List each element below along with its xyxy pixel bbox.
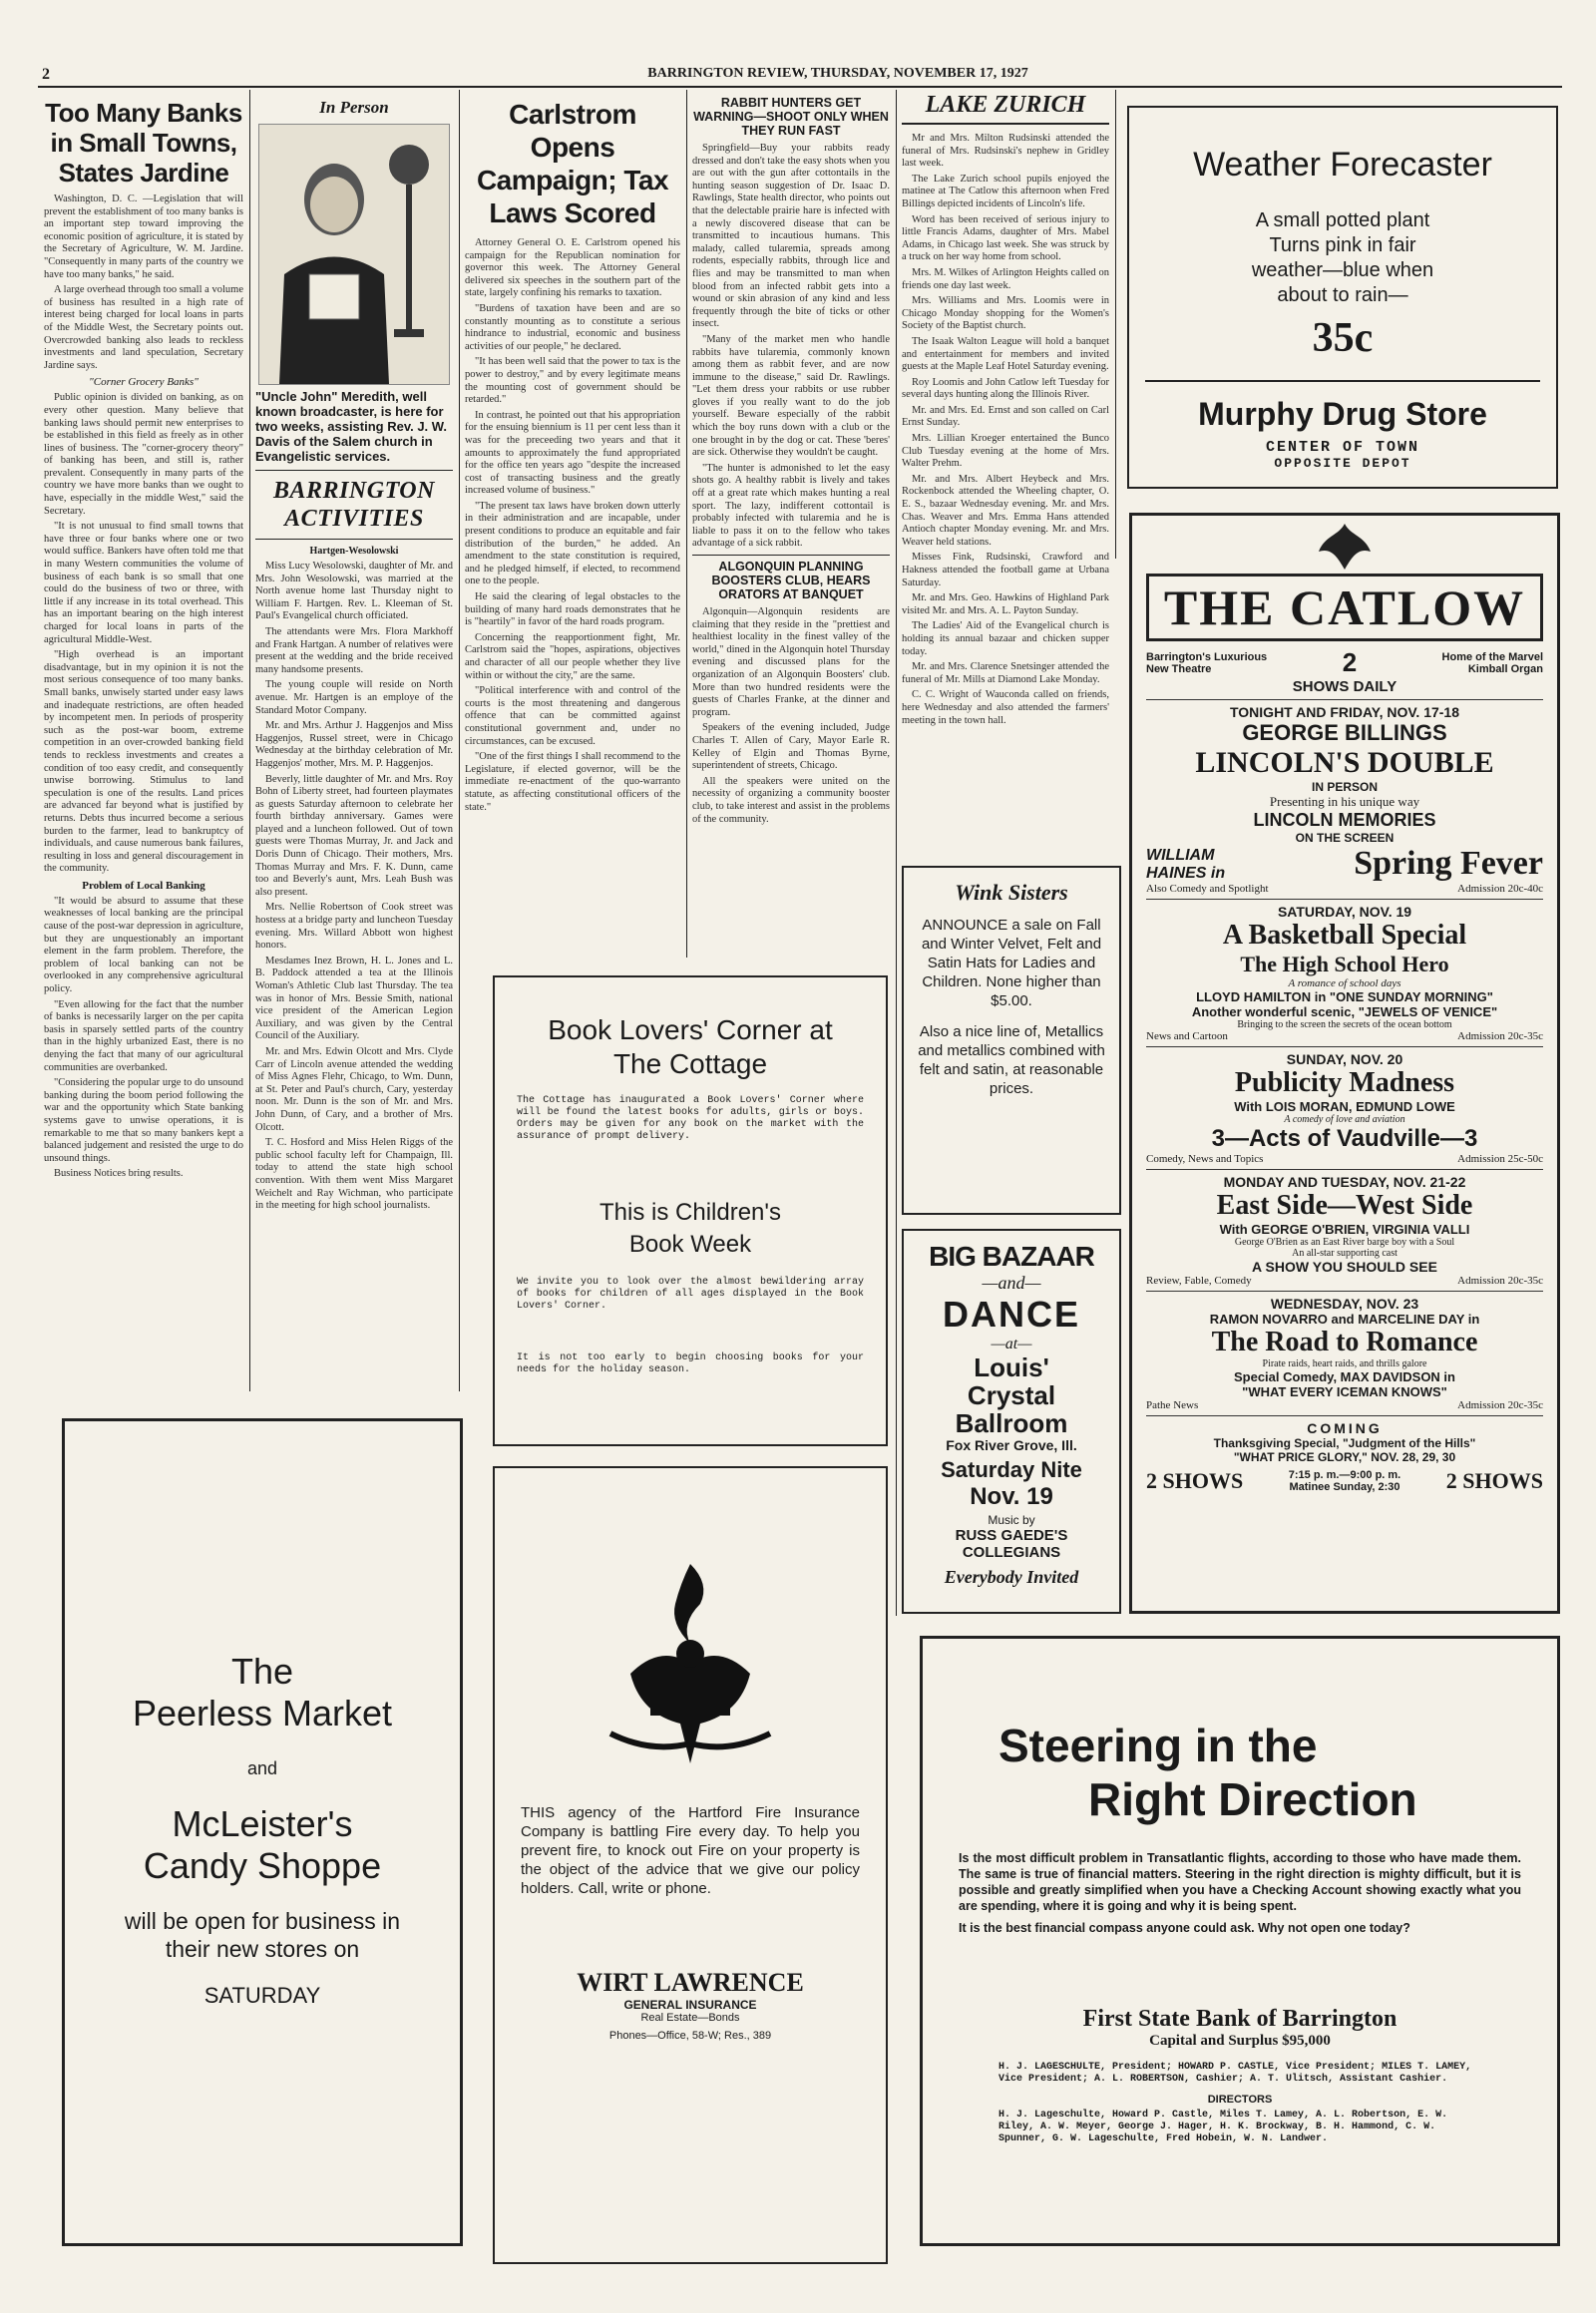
news-paragraph: Mrs. Lillian Kroeger entertained the Bunco Club Tuesday evening at the home of Mrs. Walter Prehm.: [902, 433, 1109, 470]
weather-store: Murphy Drug Store: [1198, 396, 1487, 432]
wirt-sub: GENERAL INSURANCE: [623, 1998, 757, 2012]
catlow-tagline: A comedy of love and aviation: [1284, 1114, 1405, 1125]
headline-carlstrom: Carlstrom Opens Campaign; Tax Laws Scored: [476, 99, 669, 228]
catlow-cast: With GEORGE O'BRIEN, VIRGINIA VALLI: [1219, 1222, 1470, 1237]
catlow-feature-title: East Side—West Side: [1216, 1190, 1473, 1221]
bazaar-date: Nov. 19: [970, 1483, 1053, 1510]
news-paragraph: Misses Fink, Rudsinski, Crawford and Hakness attended the football game at Urbana Saturday.: [902, 552, 1109, 588]
activity-paragraph: Miss Lucy Wesolowski, daughter of Mr. and Mrs. John Wesolowski, was married at the North avenue home last Thursday night to William F. Hartgen. Rev. L. Kleeman of St. Paul's Evangelical church officiated.: [255, 561, 453, 622]
catlow-coming: COMING: [1307, 1420, 1383, 1436]
catlow-extras: News and Cartoon: [1146, 1030, 1228, 1042]
wirt-phones: Phones—Office, 58-W; Res., 389: [608, 2030, 772, 2042]
catlow-feature-title: LINCOLN'S DOUBLE: [1195, 746, 1494, 779]
catlow-tagline: A romance of school days: [1288, 977, 1401, 989]
bank-officers: H. J. LAGESCHULTE, President; HOWARD P. CASTLE, Vice President; MILES T. LAMEY, Vice President; A. L. ROBERTSON, Cashier; A. T. Ulitsch, Assistant Cashier.: [998, 2062, 1472, 2085]
peerless-line: Peerless Market: [132, 1693, 393, 1734]
weather-title: Weather Forecaster: [1193, 146, 1492, 184]
weather-location1: CENTER OF TOWN: [1265, 439, 1420, 456]
news-paragraph: Word has been received of serious injury to little Francis Adams, daughter of Mrs. Mabel Adams, in Chicago last week. She was struck by a truck on her way home from school.: [902, 213, 1109, 263]
photo-meredith: [258, 124, 450, 385]
article-paragraph: "One of the first things I shall recommend to the Legislature, if elected governor, will be the immediate re-enactment of the quo-warranto statute, as affecting constitutional officers of the state.": [465, 751, 680, 813]
bank-directors-title: DIRECTORS: [1207, 2094, 1273, 2106]
catlow-tagline: Bringing to the screen the secrets of the ocean bottom: [1237, 1019, 1452, 1030]
catlow-cast: With LOIS MORAN, EDMUND LOWE: [1234, 1099, 1455, 1114]
catlow-times: 7:15 p. m.—9:00 p. m.: [1288, 1469, 1401, 1481]
weather-price: 35c: [1312, 315, 1374, 361]
peerless-and: and: [246, 1758, 278, 1778]
activities-title: BARRINGTON ACTIVITIES: [273, 478, 435, 532]
catlow-date: TONIGHT AND FRIDAY, NOV. 17-18: [1229, 704, 1460, 720]
wink-title: Wink Sisters: [955, 880, 1068, 905]
article-subhead: Problem of Local Banking: [82, 879, 205, 892]
book-title: Book Lovers' Corner at The Cottage: [548, 1014, 833, 1079]
catlow-times: Matinee Sunday, 2:30: [1289, 1481, 1400, 1493]
catlow-date: WEDNESDAY, NOV. 23: [1270, 1296, 1419, 1312]
activity-paragraph: Beverly, little daughter of Mr. and Mrs. Roy Bohn of Liberty street, had fourteen playmates as guests Saturday afternoon to celebrate her fourth birthday anniversary. Games were played and a luncheon followed. Out of town guests were Thomas Murray, Jr. and Jack and Doris Dunn of Chicago. Their mothers, Mrs. Thomas Murray and Mrs. F. K. Dunn, came too and Beverly's aunt, Mrs. Leah Bush was also present.: [255, 773, 453, 898]
portrait-illustration: [259, 125, 449, 384]
activity-paragraph: Mrs. Nellie Robertson of Cook street was hostess at a bridge party and luncheon Tuesday evening. Mrs. Willard Abbott won highest honors.: [255, 902, 454, 952]
bank-capital: Capital and Surplus $95,000: [1149, 2033, 1331, 2049]
catlow-star: GEORGE BILLINGS: [1242, 720, 1447, 745]
catlow-in-person: IN PERSON: [1311, 780, 1378, 794]
peerless-line: will be open for business in their new stores on: [124, 1908, 401, 1962]
article-paragraph: Public opinion is divided on banking, as on every other question. Many believe that banking laws should permit new enterprises to be established in this field as freely as in other lines of business. The "corner-grocery theory" of banking has been, and still is, rather prevalent. Consequently in many parts of the country we have more banks than we ought to have, especially in the middle West," said the Secretary.: [44, 392, 243, 517]
wirt-sub: Real Estate—Bonds: [640, 2012, 740, 2024]
column-rabbit: [692, 96, 890, 829]
catlow-short: Another wonderful scenic, "JEWELS OF VENICE": [1191, 1004, 1498, 1019]
bazaar-at: —at—: [991, 1336, 1032, 1352]
activity-paragraph: The attendants were Mrs. Flora Markhoff and Frank Hartgan. A number of relatives were present at the wedding and the bride received many handsome presents.: [255, 625, 453, 675]
header-rule: [38, 86, 1562, 88]
catlow-admission: Admission 20c-35c: [1457, 1399, 1543, 1411]
catlow-extras: Also Comedy and Spotlight: [1146, 883, 1269, 895]
article-paragraph: "High overhead is an important disadvantage, but in my opinion it is not the most serious consequence of too many banks. Small banks, unwisely started under easy laws and inadequate restrictions, are often headed by incompetent men. In periods of prosperity such as the post-war boom, extreme competition in an over-crowded banking field tends to reckless investments and creates a condition of too easy credit, and consequently unwise borrowing. Stimulus to land speculation is one of the results. Land prices are advanced far beyond what is justified by returns. Debts thus incurred become a serious burden to the farmer, lead to bankruptcy of individuals, and cause numerous bank failures, resulting in loss and general discouragement in the community.: [44, 649, 243, 875]
article-paragraph: "Burdens of taxation have been and are so constantly mounting as to constitute a serious hindrance to industrial, economic and business activities of our people," he declared.: [465, 302, 680, 352]
headline-lake-zurich: LAKE ZURICH: [902, 92, 1109, 125]
bank-headline: Right Direction: [1088, 1773, 1417, 1825]
bazaar-band: COLLEGIANS: [962, 1544, 1061, 1561]
book-lovers-ad: [493, 975, 888, 1446]
headline-algonquin: ALGONQUIN PLANNING BOOSTERS CLUB, HEARS ORATORS AT BANQUET: [711, 560, 871, 601]
bazaar-title: BIG BAZAAR: [929, 1241, 1094, 1272]
wirt-name: WIRT LAWRENCE: [577, 1968, 804, 1997]
ornament-icon: [1315, 522, 1375, 572]
in-person-label: In Person: [319, 98, 389, 117]
wink-body2: Also a nice line of, Metallics and metallics combined with felt and satin, at reasonable prices.: [918, 1023, 1105, 1097]
bank-body2: It is the best financial compass anyone could ask. Why not open one today?: [959, 1921, 1410, 1935]
wink-body: ANNOUNCE a sale on Fall and Winter Velvet, Felt and Satin Hats for Ladies and Children. None higher than $5.00.: [921, 917, 1102, 1009]
article-paragraph: "It is not unusual to find small towns that have three or four banks where one or two would suffice. Bankers have often told me that in many Western communities the volume of business of each bank is so small that one could do the business of two or three, with little if any increase in its total overhead. This has an important bearing on the high interest charged for local loans in parts of the agricultural Middle-West.: [44, 521, 243, 645]
bazaar-venue: Louis': [974, 1352, 1049, 1382]
wink-sisters-ad: [902, 866, 1121, 1215]
catlow-short: Special Comedy, MAX DAVIDSON in: [1233, 1369, 1455, 1384]
news-paragraph: Mrs. Williams and Mrs. Loomis were in Chicago Monday shopping for the Women's Society of the Baptist church.: [902, 295, 1109, 332]
article-paragraph: "It has been well said that the power to tax is the power to destroy," and by every legitimate means the mounting cost of government should be retarded.": [465, 356, 680, 406]
catlow-fever: Spring Fever: [1354, 845, 1543, 882]
article-paragraph: Washington, D. C. —Legislation that will prevent the establishment of too many banks is an important step toward improving the economic position of agriculture, it is stated by the Secretary of Agriculture, W. M. Jardine. "Consequently in many parts of the country we have too many banks," he said.: [44, 193, 243, 280]
catlow-tagline: Pirate raids, heart raids, and thrills galore: [1262, 1358, 1427, 1369]
masthead: BARRINGTON REVIEW, THURSDAY, NOVEMBER 17, 1927: [647, 66, 1028, 81]
column-lake-zurich: [902, 92, 1109, 730]
catlow-admission: Admission 20c-35c: [1457, 1030, 1543, 1042]
catlow-admission: Admission 20c-35c: [1457, 1275, 1543, 1287]
wirt-body: THIS agency of the Hartford Fire Insurance Company is battling Fire every day. To help you prevent fire, to knock out Fire on your property is the object of the advice that we give our policy holders. Call, write or phone.: [521, 1804, 860, 1897]
article-paragraph: "Many of the market men who handle rabbits have tularemia, commonly known among them as rabbit fever, and are now immune to the disease," said Dr. Rawlings. "Let them dress your rabbits or use rubber gloves if you really want to do the job yourself. Beware especially of the rabbit which the boy runs down with a club or the one brought in by the dog or cat. These 'beres' are sick. Otherwise they wouldn't be caught.: [692, 333, 890, 459]
news-paragraph: Mr. and Mrs. Albert Heybeck and Mrs. Rockenbock attended the Wheeling chapter, O. E. S., bazaar Wednesday evening. Mr. and Mrs. Chas. Weaver and Mrs. Emma Hans attended Antioch chapter Monday evening. Mr. and Mrs. Weaver held stations.: [902, 473, 1109, 548]
book-week-title: This is Children's Book Week: [599, 1199, 781, 1258]
article-subhead: "Corner Grocery Banks": [89, 376, 199, 389]
catlow-admission: Admission 20c-40c: [1457, 883, 1543, 895]
catlow-date: SUNDAY, NOV. 20: [1286, 1051, 1403, 1067]
activity-paragraph: Mr. and Mrs. Arthur J. Haggenjos and Miss Haggenjos, Russel street, were in Chicago Wednesday at the birthday celebration of Mr. Haggenjos' mother, Mrs. M. P. Haggenjos.: [255, 720, 453, 769]
catlow-theatre-ad: [1129, 513, 1560, 1614]
firefighter-illustration: [591, 1554, 790, 1773]
news-paragraph: C. C. Wright of Wauconda called on friends, here Wednesday and also attended the farmers' meeting in the town hall.: [902, 689, 1109, 726]
catlow-coming-item: "WHAT PRICE GLORY," NOV. 28, 29, 30: [1233, 1450, 1456, 1464]
catlow-tagline: George O'Brien as an East River barge boy with a Soul: [1234, 1237, 1455, 1248]
catlow-left-tag: Barrington's Luxurious New Theatre: [1146, 650, 1268, 675]
catlow-extras: Pathe News: [1146, 1399, 1199, 1411]
big-bazaar-ad: [902, 1229, 1121, 1614]
peerless-market-ad: [62, 1418, 463, 2246]
headline-rabbit: RABBIT HUNTERS GET WARNING—SHOOT ONLY WHEN THEY RUN FAST: [693, 96, 889, 138]
catlow-haines: WILLIAM HAINES in: [1146, 847, 1226, 882]
bank-directors: H. J. Lageschulte, Howard P. Castle, Miles T. Lamey, A. L. Robertson, E. W. Riley, A. W. Meyer, George J. Hager, H. K. Brockway, B. H. Hammond, C. W. Spunner, G. W. Lageschulte, Fred Hobein, W. N. Landwer.: [998, 2110, 1448, 2144]
bazaar-and: —and—: [982, 1273, 1041, 1293]
article-paragraph: Speakers of the evening included, Judge Charles T. Allen of Cary, Mayor Earle R. Kelley of Elgin and Thomas Byrne, superintendent of streets, Chicago.: [692, 722, 890, 772]
catlow-title: THE CATLOW: [1146, 574, 1543, 641]
article-paragraph: Business Notices bring results.: [54, 1168, 184, 1180]
catlow-shows-count: 2: [1342, 647, 1358, 677]
article-paragraph: Algonquin—Algonquin residents are claiming that they reside in the "prettiest and healthiest locality in the finest valley of the world," dined in the Algonquin hotel Thursday evening and discussed plans for the organization of an Algonquin Boosters' club. More than two hundred residents were the guests of Charles Franke, at the dinner and program.: [692, 606, 890, 718]
news-paragraph: Roy Loomis and John Catlow left Tuesday for several days hunting along the Illinois River.: [902, 376, 1109, 401]
catlow-short: "WHAT EVERY ICEMAN KNOWS": [1242, 1384, 1447, 1399]
catlow-on-screen: ON THE SCREEN: [1295, 831, 1395, 845]
catlow-two-shows: 2 SHOWS: [1146, 1468, 1244, 1493]
news-paragraph: The Ladies' Aid of the Evangelical church is holding its annual bazaar and chicken supper today.: [902, 620, 1109, 657]
news-paragraph: Mr. and Mrs. Ed. Ernst and son called on Carl Ernst Sunday.: [902, 404, 1109, 429]
weather-location2: OPPOSITE DEPOT: [1274, 456, 1411, 471]
peerless-line: McLeister's: [172, 1803, 353, 1844]
article-paragraph: Concerning the reapportionment fight, Mr. Carlstrom said the "hopes, aspirations, objectives and character of all our people whether they live within or without the city," are the same.: [465, 631, 680, 681]
first-state-bank-ad: [920, 1636, 1560, 2246]
peerless-line: SATURDAY: [203, 1983, 321, 2008]
weather-body: A small potted plant Turns pink in fair weather—blue when about to rain—: [1251, 209, 1434, 306]
catlow-extras: Comedy, News and Topics: [1146, 1153, 1264, 1165]
book-week-body: We invite you to look over the almost bewildering array of books for children of all ages displayed in the Book Lovers' Corner.: [517, 1277, 864, 1312]
weather-forecaster-ad: [1127, 106, 1558, 489]
bazaar-dance: DANCE: [942, 1294, 1080, 1335]
wirt-lawrence-ad: [493, 1466, 888, 2264]
catlow-feature-title: A Basketball Special: [1222, 920, 1467, 951]
bazaar-venue: Ballroom: [955, 1408, 1068, 1438]
bazaar-date: Saturday Nite: [941, 1457, 1082, 1482]
catlow-cast: RAMON NOVARRO and MARCELINE DAY in: [1209, 1312, 1480, 1327]
catlow-extras: Review, Fable, Comedy: [1146, 1275, 1252, 1287]
bazaar-invited: Everybody Invited: [944, 1567, 1079, 1587]
catlow-should-see: A SHOW YOU SHOULD SEE: [1252, 1259, 1437, 1275]
catlow-date: MONDAY AND TUESDAY, NOV. 21-22: [1223, 1174, 1466, 1190]
catlow-memories: LINCOLN MEMORIES: [1253, 810, 1436, 830]
article-paragraph: "It would be absurd to assume that these weaknesses of local banking are the principal cause of the post-war depression in agriculture, but they are unquestionably an important element in the farm problem. Therefore, the problem of local banking can not be overlooked in any comprehensive agricultural policy.: [44, 895, 243, 995]
article-paragraph: A large overhead through too small a volume of business has resulted in a high rate of interest being charged for local loans in parts of the Middle West, the Secretary points out. Overcrowded banking also leads to reckless investments and land speculation, Secretary Jardine says.: [44, 284, 243, 371]
article-paragraph: In contrast, he pointed out that his appropriation for the ensuing biennium is 11 per cent less than it was for the preceeding two years and that it amounts to approximately the fund appropriated for the office ten years ago "despite the increased cost of transacting business and the greatly increased volume of business.": [465, 409, 680, 497]
catlow-admission: Admission 25c-50c: [1457, 1153, 1543, 1165]
catlow-coming-item: Thanksgiving Special, "Judgment of the Hills": [1213, 1436, 1476, 1450]
catlow-presenting: Presenting in his unique way: [1269, 794, 1420, 809]
peerless-line: Candy Shoppe: [143, 1845, 382, 1886]
activities-subhead: Hartgen-Wesolowski: [309, 546, 399, 557]
bazaar-music: Music by: [988, 1513, 1035, 1527]
catlow-feature-title: The Road to Romance: [1211, 1327, 1478, 1357]
photo-caption: "Uncle John" Meredith, well known broadcaster, is here for two weeks, assisting Rev. J. W. Davis of the Salem church in Evangelistic services.: [255, 389, 447, 464]
column-activities: [255, 98, 453, 1216]
news-paragraph: Mrs. M. Wilkes of Arlington Heights called on friends one day last week.: [902, 266, 1109, 291]
headline-banks: Too Many Banks in Small Towns, States Jardine: [45, 98, 242, 188]
news-paragraph: Mr. and Mrs. Clarence Snetsinger attended the funeral of Mr. Mills at Diamond Lake Monday.: [902, 661, 1109, 685]
article-paragraph: "Considering the popular urge to do unsound banking during the boom period following the war and the opportunity which State banking systems gave to unwise operations, it is remarkable to me that so many bankers kept a balanced judgement and resisted the urge to do unsound things.: [44, 1077, 243, 1164]
page-number: 2: [42, 66, 50, 83]
catlow-feature-title: The High School Hero: [1240, 952, 1449, 976]
article-paragraph: Springfield—Buy your rabbits ready dressed and don't take the easy shots when you are out with the gun after cottontails in the hunting season suggestion of Dr. Isaac D. Rawlings, State health director, who points out that the delectable prairie hare is infected with a newly discovered disease that can be transmitted to incautious humans. This malady, called tularemia, spreads among rodents, especially rabbits, through lice and flies and may be transmitted to man when blood from an infected rabbit gets into a wound or skin abrasion of any kind and less frequently through the bite of ticks or other insect.: [692, 143, 890, 330]
catlow-shows-daily: SHOWS DAILY: [1292, 678, 1397, 695]
article-paragraph: "Political interference with and control of the courts is the most threatening and dangerous offence that can be committed against constitutional government and, under no circumstances, can be excused.: [465, 685, 680, 747]
column-carlstrom: [465, 98, 680, 817]
catlow-feature-title: Publicity Madness: [1234, 1067, 1455, 1098]
column-banks: [44, 98, 243, 1184]
news-paragraph: Mr and Mrs. Milton Rudsinski attended the funeral of Mrs. Rudsinski's nephew in Gridley last week.: [902, 133, 1109, 170]
article-paragraph: "The present tax laws have broken down utterly in their administration and are incapable, under present conditions to produce an equitable and fair distribution of the burden," he added. An amendment to the state constitution is required, and he pledged himself, if elected, to recommend one to the people.: [465, 500, 680, 587]
article-paragraph: Attorney General O. E. Carlstrom opened his campaign for the Republican nomination for governor this week. The Attorney General delivered six speeches in the southern part of the state, largely confining his remarks to taxation.: [465, 237, 680, 299]
catlow-short: LLOYD HAMILTON in "ONE SUNDAY MORNING": [1196, 989, 1493, 1004]
catlow-tagline: An all-star supporting cast: [1292, 1248, 1397, 1259]
news-paragraph: Mr. and Mrs. Geo. Hawkins of Highland Park visited Mr. and Mrs. A. L. Payton Sunday.: [902, 592, 1109, 616]
activity-paragraph: Mesdames Inez Brown, H. L. Jones and L. B. Paddock attended a tea at the Illinois Woman's Athletic Club last Thursday. The tea was in honor of Mrs. Bessie Smith, national vice president of the American Legion Auxiliary, and was given by the Central Council of the Auxiliary.: [255, 955, 453, 1042]
article-paragraph: He said the clearing of legal obstacles to the building of many hard roads demonstrates that he is "heartily" in favor of the hard roads program.: [465, 591, 680, 628]
bank-name: First State Bank of Barrington: [1082, 2006, 1397, 2032]
article-paragraph: All the speakers were united on the necessity of organizing a community booster club, to take interest and assist in the problems of the community.: [692, 775, 890, 825]
activity-paragraph: Mr. and Mrs. Edwin Olcott and Mrs. Clyde Carr of Lincoln avenue attended the wedding of Miss Agnes Flehr, Chicago, to Wm. Dunn, at St. Peter and Paul's church, Cary, yesterday noon. Mr. Dunn is the son of Mr. and Mrs. John Dunn, of Cary, and a brother of Mrs. Olcott.: [255, 1045, 453, 1133]
article-paragraph: "Even allowing for the fact that the number of banks is necessarily larger on the per capita basis in sparsely settled parts of the country than in the highly urbanized East, there is no denying the fact that many of our agricultural communities are overbanked.: [44, 998, 243, 1073]
article-paragraph: "The hunter is admonished to let the easy shots go. A healthy rabbit is lively and takes off at a great rate which makes hunting a real sport. The lazy, indifferent cottontail is probably infected with tularemia and he is liable to pass it on to the fellow who takes advantage of a sick rabbit.: [692, 462, 890, 550]
bazaar-place: Fox River Grove, Ill.: [946, 1437, 1077, 1453]
news-paragraph: The Isaak Walton League will hold a banquet and entertainment for members and invited guests at the Maple Leaf Hotel Saturday evening.: [902, 335, 1109, 373]
activity-paragraph: The young couple will reside on North avenue. Mr. Hartgen is an employe of the Standard Motor Company.: [255, 679, 453, 716]
peerless-line: The: [230, 1651, 294, 1692]
bank-body: Is the most difficult problem in Transatlantic flights, according to those who have made them. The same is true of financial matters. Steering in the right direction is mighty difficult, but it is possible and greatly simplified when you have a Checking Account showing exactly what you are spending, where it is going and why it is being spent.: [959, 1851, 1521, 1913]
book-body: The Cottage has inaugurated a Book Lovers' Corner where will be found the latest books for adults, girls or boys. Orders may be given for any book on the market with the assurance of prompt delivery.: [517, 1095, 864, 1142]
bazaar-band: RUSS GAEDE'S: [955, 1527, 1068, 1544]
book-footer: It is not too early to begin choosing books for your needs for the holiday season.: [517, 1352, 864, 1375]
catlow-vaudeville: 3—Acts of Vaudville—3: [1211, 1125, 1478, 1152]
activity-paragraph: T. C. Hosford and Miss Helen Riggs of the public school faculty left for Champaign, Ill. today to attend the state high school convention. With them went Miss Margaret Weichelt and Ray Wichman, who participate in the meeting for high school journalists.: [255, 1137, 453, 1212]
bank-headline: Steering in the: [998, 1720, 1318, 1771]
news-paragraph: The Lake Zurich school pupils enjoyed the matinee at The Catlow this afternoon when Fred Billings depicted incidents of Lincoln's life.: [902, 173, 1109, 209]
bazaar-venue: Crystal: [967, 1380, 1056, 1410]
catlow-date: SATURDAY, NOV. 19: [1277, 904, 1412, 920]
catlow-right-tag: Home of the Marvel Kimball Organ: [1441, 650, 1543, 675]
catlow-two-shows: 2 SHOWS: [1445, 1468, 1543, 1493]
